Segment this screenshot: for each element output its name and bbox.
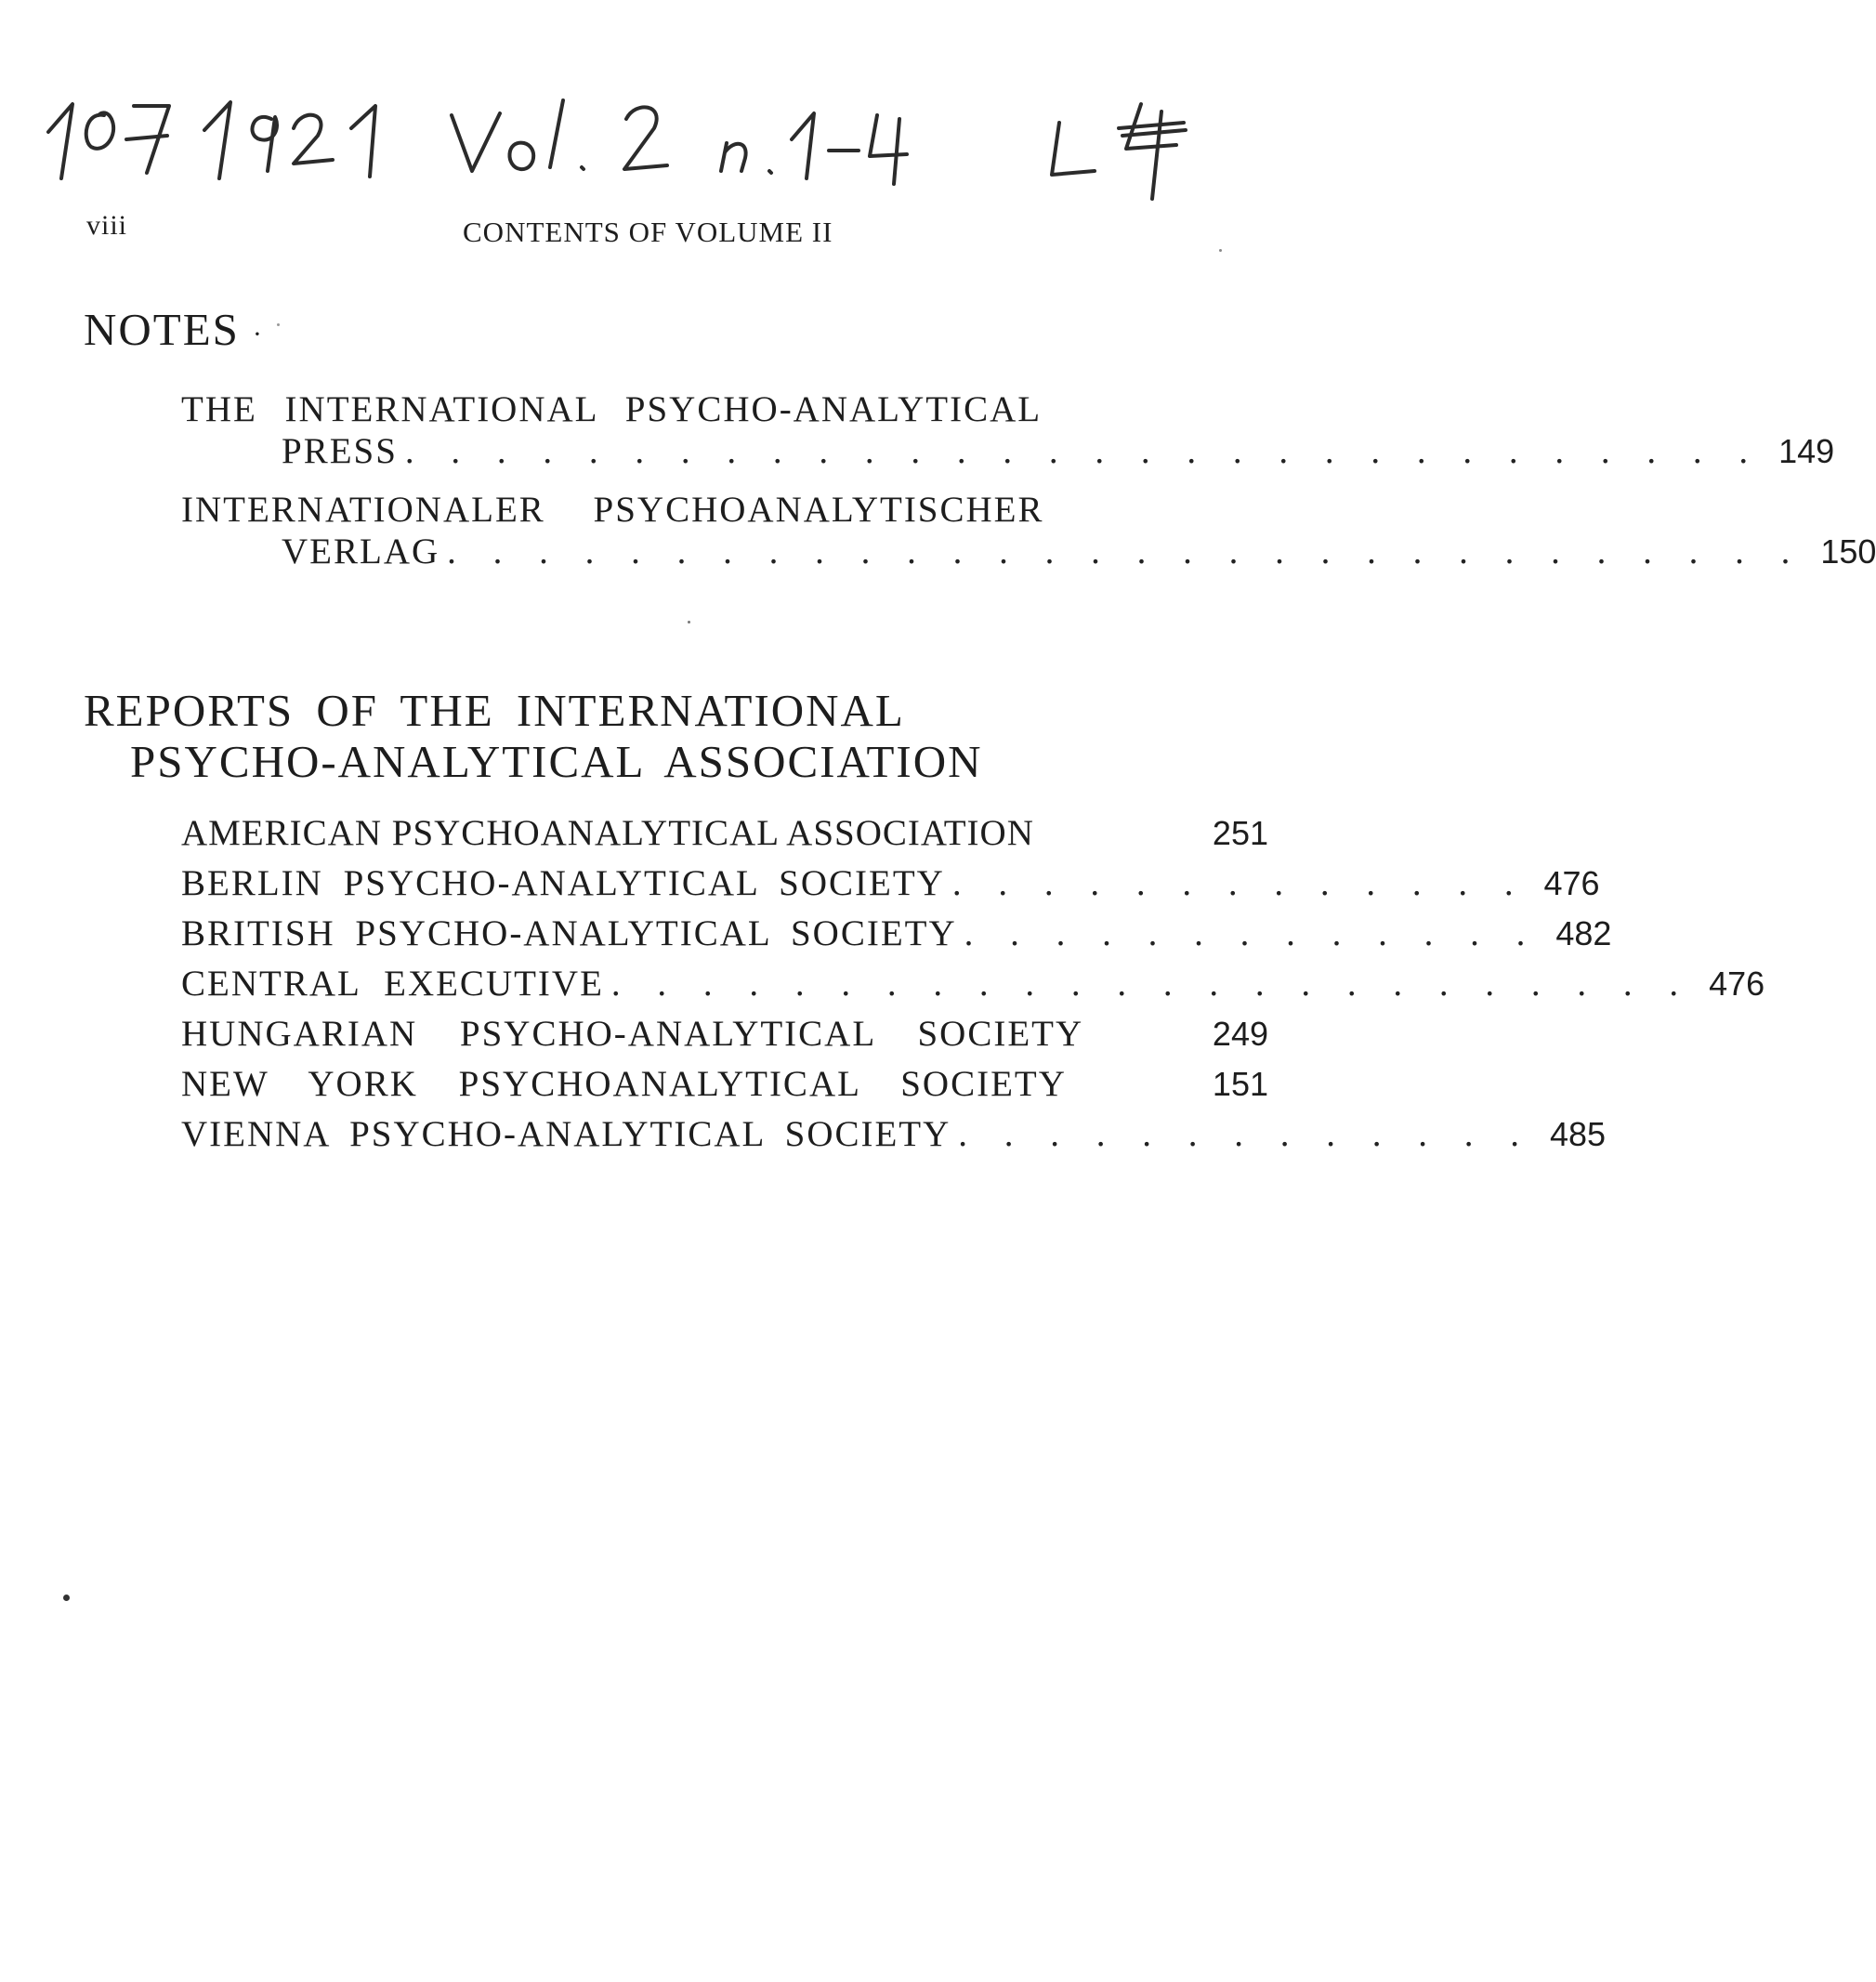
entry-title-line1: INTERNATIONALER PSYCHOANALYTISCHER [181, 490, 1044, 530]
reports-heading [84, 685, 983, 787]
report-entry [181, 1013, 1268, 1063]
entry-page-number: 150 [1820, 532, 1876, 571]
report-entry-page: 151 [1212, 1065, 1268, 1103]
entry-title-line1: THE INTERNATIONAL PSYCHO-ANALYTICAL [181, 389, 1043, 429]
entry-title-line2 [282, 430, 1835, 472]
scan-speck [63, 1595, 70, 1601]
report-entry-page: 476 [1543, 864, 1600, 902]
scan-speck [688, 621, 690, 623]
report-entry-page: 251 [1212, 814, 1268, 852]
report-entry-page: 476 [1709, 965, 1765, 1003]
report-entry [181, 862, 1600, 912]
report-entry-page: 485 [1549, 1115, 1607, 1153]
dot-leader: . . . . . . . . . . . . . [964, 913, 1540, 953]
report-entry [181, 912, 1612, 963]
scan-speck [277, 323, 280, 326]
running-head: CONTENTS OF VOLUME II [463, 216, 833, 248]
report-entry-name: HUNGARIAN PSYCHO-ANALYTICAL SOCIETY [181, 1014, 1084, 1054]
report-entry-page: 249 [1212, 1015, 1268, 1053]
report-entry [181, 812, 1268, 862]
dot-leader: . . . . . . . . . . . . . . . . . . . . . . . . . . . . . . [404, 431, 1763, 471]
notes-heading: NOTES · [84, 304, 264, 355]
report-entry-name: BRITISH PSYCHO-ANALYTICAL SOCIETY [181, 913, 957, 953]
report-entry-name: CENTRAL EXECUTIVE [181, 964, 604, 1004]
report-entry [181, 1063, 1268, 1113]
reports-heading-line2: PSYCHO-ANALYTICAL ASSOCIATION [130, 736, 983, 787]
dot-leader: . . . . . . . . . . . . . [951, 863, 1528, 903]
dot-leader: . . . . . . . . . . . . . [958, 1114, 1534, 1154]
notes-entry [181, 489, 1876, 572]
report-entry-name: AMERICAN PSYCHOANALYTICAL ASSOCIATION [181, 813, 1034, 853]
reports-heading-line1: REPORTS OF THE INTERNATIONAL [84, 685, 905, 736]
report-entry-name: BERLIN PSYCHO-ANALYTICAL SOCIETY [181, 863, 945, 903]
report-entry-name: NEW YORK PSYCHOANALYTICAL SOCIETY [181, 1064, 1067, 1104]
dot-leader: . . . . . . . . . . . . . . . . . . . . . . . . [610, 964, 1693, 1004]
entry-page-number: 149 [1778, 432, 1835, 470]
page-number: viii [86, 210, 128, 241]
scan-speck [1219, 249, 1222, 252]
notes-entry [181, 388, 1835, 472]
dot-leader: . . . . . . . . . . . . . . . . . . . . . . . . . . . . . . [447, 532, 1804, 571]
report-entry [181, 1113, 1607, 1163]
entry-title-line2 [282, 531, 1876, 572]
report-entry [181, 963, 1765, 1013]
notes-heading-text: NOTES [84, 304, 240, 355]
entry-title-text: PRESS [282, 431, 398, 471]
report-entry-name: VIENNA PSYCHO-ANALYTICAL SOCIETY [181, 1114, 951, 1154]
report-entry-page: 482 [1555, 914, 1612, 952]
entry-title-text: VERLAG [282, 532, 440, 571]
